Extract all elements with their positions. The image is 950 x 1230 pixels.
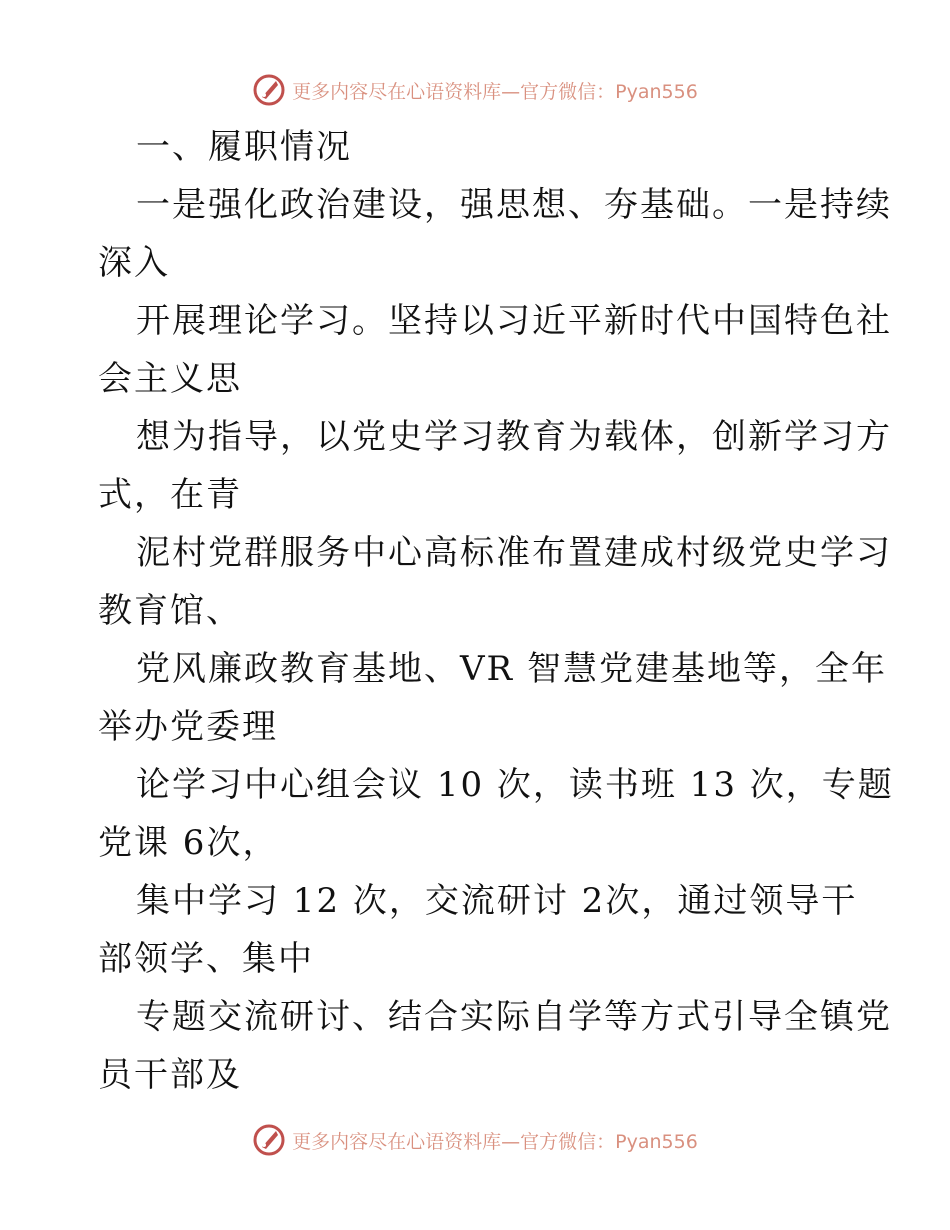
quill-logo-icon bbox=[252, 1123, 286, 1157]
paragraph-line: 教育馆、 bbox=[98, 591, 242, 631]
paragraph-line: 式，在青 bbox=[98, 475, 242, 515]
quill-logo-icon bbox=[252, 73, 286, 107]
watermark-text: 更多内容尽在心语资料库—官方微信：Pyan556 bbox=[292, 1130, 698, 1153]
paragraph-line: 员干部及 bbox=[98, 1055, 242, 1095]
paragraph-line: 论学习中心组会议 10 次，读书班 13 次，专题 bbox=[136, 765, 894, 805]
paragraph-line: 泥村党群服务中心高标准布置建成村级党史学习 bbox=[136, 533, 892, 573]
paragraph-line: 集中学习 12 次，交流研讨 2次，通过领导干 bbox=[136, 881, 858, 921]
paragraph-line: 党课 6次， bbox=[98, 823, 279, 863]
paragraph-line: 开展理论学习。坚持以习近平新时代中国特色社 bbox=[136, 301, 892, 341]
paragraph-line: 举办党委理 bbox=[98, 707, 278, 747]
paragraph-line: 专题交流研讨、结合实际自学等方式引导全镇党 bbox=[136, 997, 892, 1037]
paragraph-line: 部领学、集中 bbox=[98, 939, 314, 979]
paragraph-line: 想为指导，以党史学习教育为载体，创新学习方 bbox=[136, 417, 892, 457]
section-heading: 一、履职情况 bbox=[136, 127, 352, 167]
document-body bbox=[98, 118, 894, 1104]
paragraph-line: 会主义思 bbox=[98, 359, 242, 399]
footer-watermark bbox=[0, 1120, 950, 1160]
paragraph-line: 党风廉政教育基地、VR 智慧党建基地等，全年 bbox=[136, 649, 887, 689]
watermark-text: 更多内容尽在心语资料库—官方微信：Pyan556 bbox=[292, 80, 698, 103]
paragraph-line: 一是强化政治建设，强思想、夯基础。一是持续 bbox=[136, 185, 892, 225]
header-watermark bbox=[0, 70, 950, 110]
paragraph-line: 深入 bbox=[98, 243, 170, 283]
